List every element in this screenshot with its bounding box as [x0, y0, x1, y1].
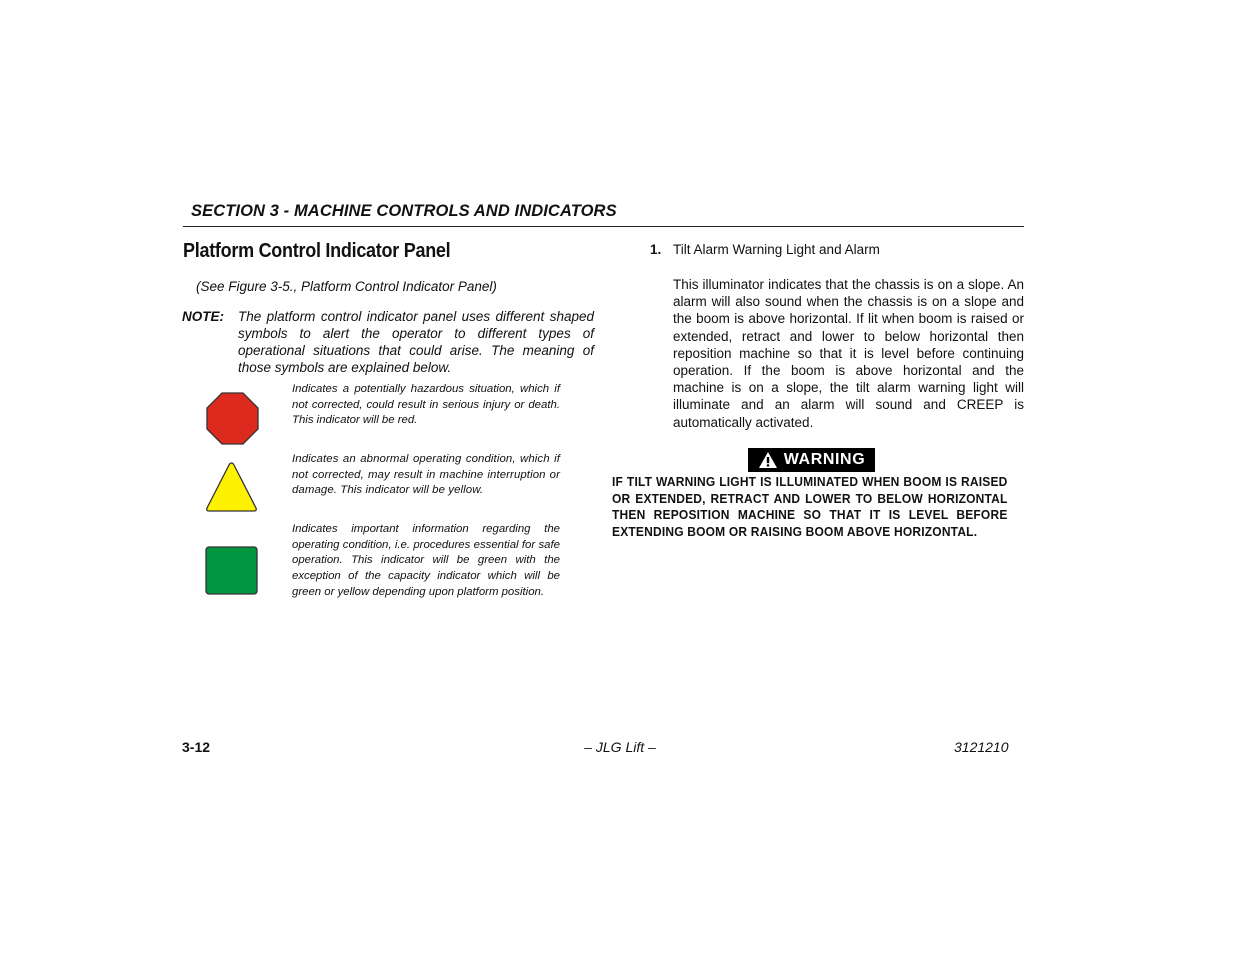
- warning-badge: [748, 448, 875, 472]
- yellow-triangle-icon: [205, 461, 258, 513]
- item-title: Tilt Alarm Warning Light and Alarm: [673, 242, 880, 257]
- section-header: SECTION 3 - MACHINE CONTROLS AND INDICATORS: [191, 202, 617, 220]
- warning-label: WARNING: [783, 451, 866, 468]
- warning-text: IF TILT WARNING LIGHT IS ILLUMINATED WHEN BOOM IS RAISED OR EXTENDED, RETRACT AND LOWER TO BELOW HORIZONTAL THEN REPOSITION MACHINE SO THAT IT IS LEVEL BEFORE EXTENDING BOOM OR RAISING BOOM ABOVE HORIZONTAL.: [612, 475, 1008, 539]
- note-label: NOTE:: [182, 309, 224, 324]
- red-indicator-description: Indicates a potentially hazardous situation, which if not corrected, could result in serious injury or death. This indicator will be red.: [292, 383, 560, 427]
- page-title: Platform Control Indicator Panel: [183, 240, 451, 262]
- warning-triangle-icon: [758, 451, 778, 469]
- footer-publisher: – JLG Lift –: [584, 739, 656, 755]
- green-square-icon: [205, 546, 258, 595]
- item-body: This illuminator indicates that the chassis is on a slope. An alarm will also sound when the chassis is on a slope and the boom is above horizontal. If lit when boom is raised or extended, retract and lower to below horizontal then reposition machine so that it is level before continuing operation. If the boom is above horizontal and the machine is on a slope, the tilt alarm warning light will illuminate and an alarm will sound and CREEP is automatically activated.: [673, 277, 1024, 430]
- document-number: 3121210: [954, 739, 1009, 755]
- item-number: 1.: [650, 242, 662, 257]
- yellow-indicator-description: Indicates an abnormal operating condition, which if not corrected, may result in machine interruption or damage. This indicator will be yellow.: [292, 453, 560, 497]
- page-number: 3-12: [182, 739, 211, 755]
- note-text: The platform control indicator panel uses different shaped symbols to alert the operator to different types of operational situations that could arise. The meaning of those symbols are explained below.: [238, 309, 594, 375]
- header-rule: [183, 226, 1024, 227]
- red-octagon-icon: [206, 392, 259, 445]
- figure-reference: (See Figure 3-5., Platform Control Indicator Panel): [196, 279, 497, 294]
- green-indicator-description: Indicates important information regarding the operating condition, i.e. procedures essential for safe operation. This indicator will be green with the exception of the capacity indicator which will be green or yellow depending upon platform position.: [292, 523, 560, 598]
